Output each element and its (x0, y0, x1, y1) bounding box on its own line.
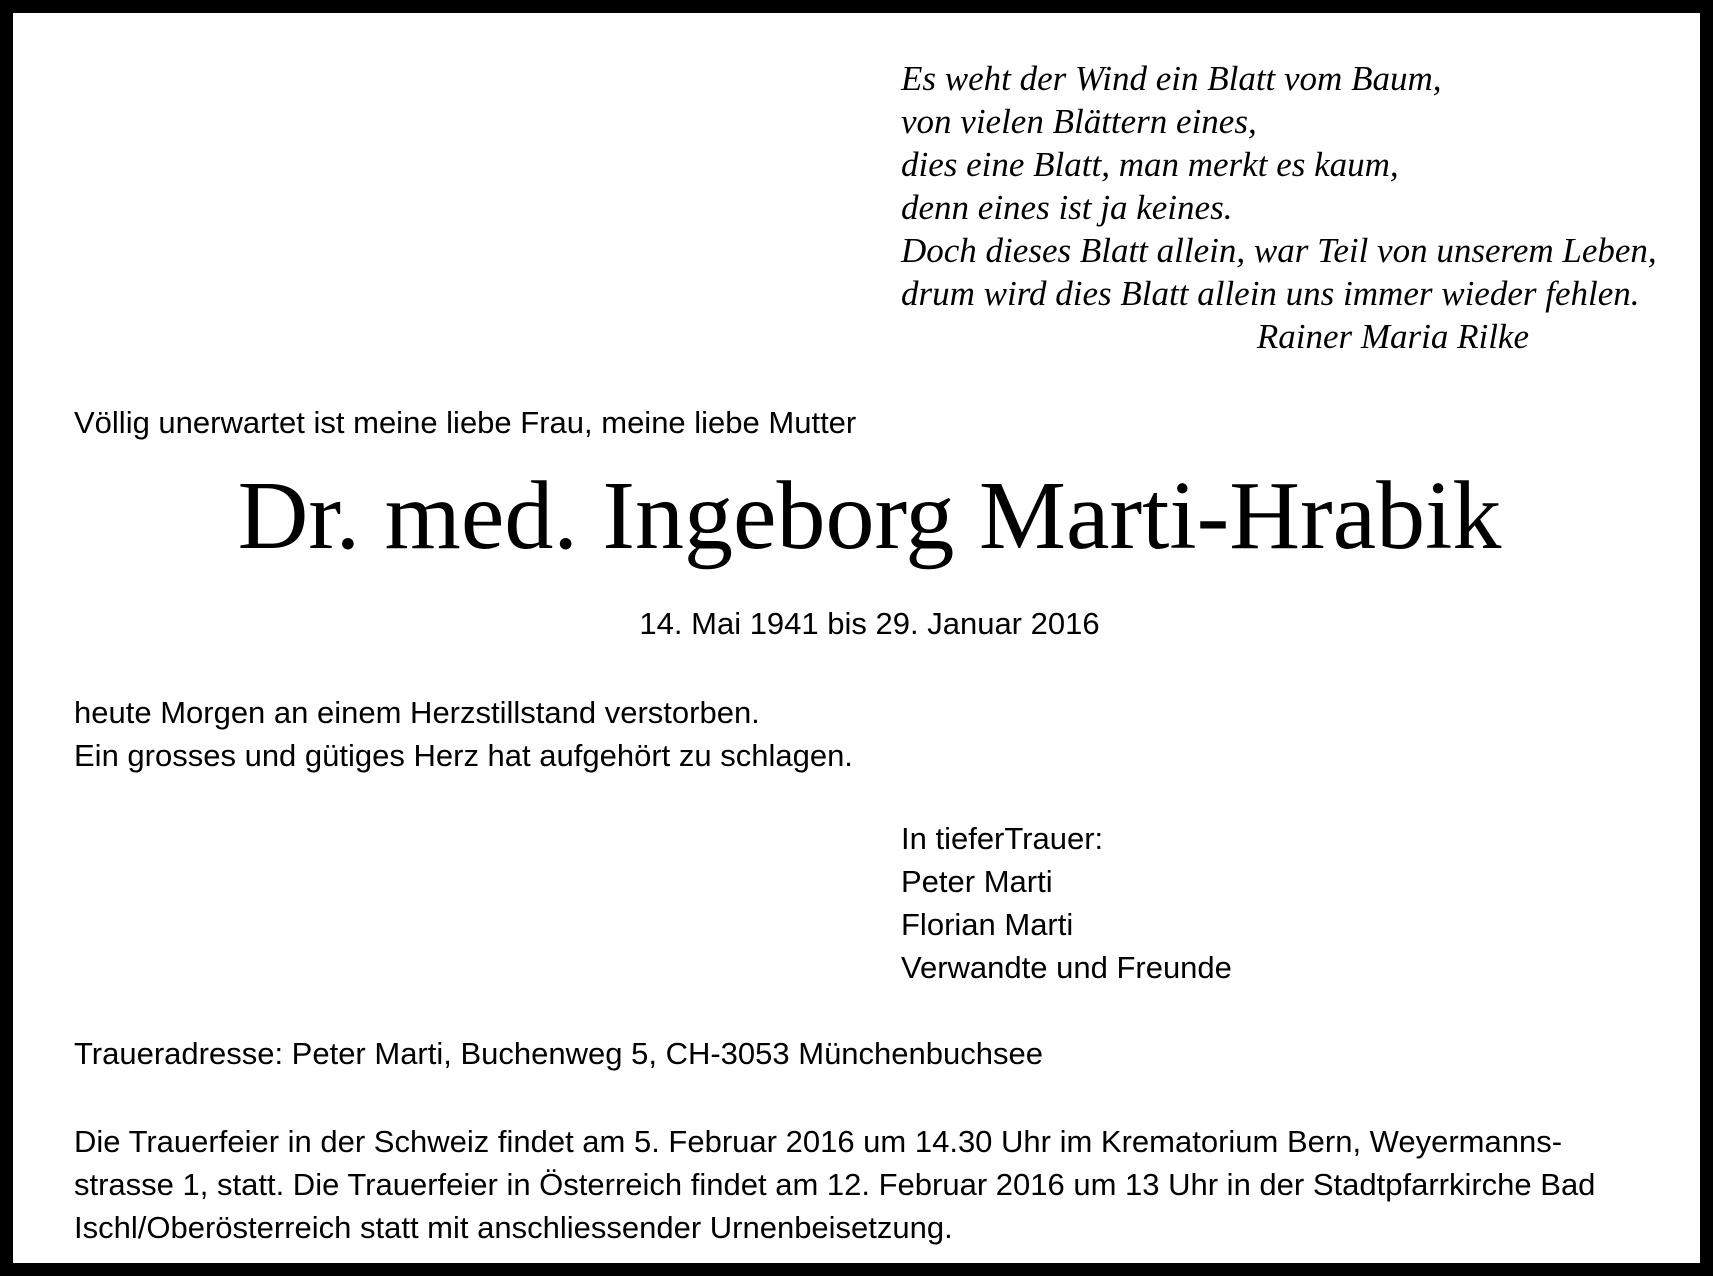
poem-line: Es weht der Wind ein Blatt vom Baum, (901, 59, 1442, 98)
poem-line: drum wird dies Blatt allein uns immer wieder fehlen. (901, 274, 1640, 313)
death-line: heute Morgen an einem Herzstillstand verstorben. (74, 695, 760, 730)
life-dates: 14. Mai 1941 bis 29. Januar 2016 (639, 606, 1100, 641)
intro-text: Völlig unerwartet ist meine liebe Frau, meine liebe Mutter (74, 405, 857, 440)
ceremony-details (74, 1120, 1674, 1249)
poem-line: denn eines ist ja keines. (901, 188, 1233, 227)
poem-author: Rainer Maria Rilke (1256, 317, 1529, 356)
mourners-list (901, 817, 1232, 989)
poem-quote (901, 57, 1657, 358)
poem-line: Doch dieses Blatt allein, war Teil von unserem Leben, (901, 231, 1657, 270)
poem-line: von vielen Blättern eines, (901, 102, 1257, 141)
mourner-name: Peter Marti (901, 864, 1053, 899)
ceremony-line: Die Trauerfeier in der Schweiz findet am 5. Februar 2016 um 14.30 Uhr im Krematorium Bern, Weyermanns- (74, 1124, 1563, 1159)
mourner-name: Verwandte und Freunde (901, 950, 1232, 985)
mourning-address: Traueradresse: Peter Marti, Buchenweg 5, CH-3053 Münchenbuchsee (74, 1036, 1043, 1071)
mourner-name: Florian Marti (901, 907, 1074, 942)
deceased-name: Dr. med. Ingeborg Marti-Hrabik (237, 462, 1502, 570)
mourners-heading: In tieferTrauer: (901, 821, 1104, 856)
poem-line: dies eine Blatt, man merkt es kaum, (901, 145, 1399, 184)
ceremony-line: Ischl/Oberösterreich statt mit anschliessender Urnenbeisetzung. (74, 1210, 953, 1245)
ceremony-line: strasse 1, statt. Die Trauerfeier in Österreich findet am 12. Februar 2016 um 13 Uhr in der Stadtpfarrkirche Bad (74, 1167, 1596, 1202)
death-line: Ein grosses und gütiges Herz hat aufgehört zu schlagen. (74, 738, 853, 773)
death-statement (74, 691, 853, 777)
